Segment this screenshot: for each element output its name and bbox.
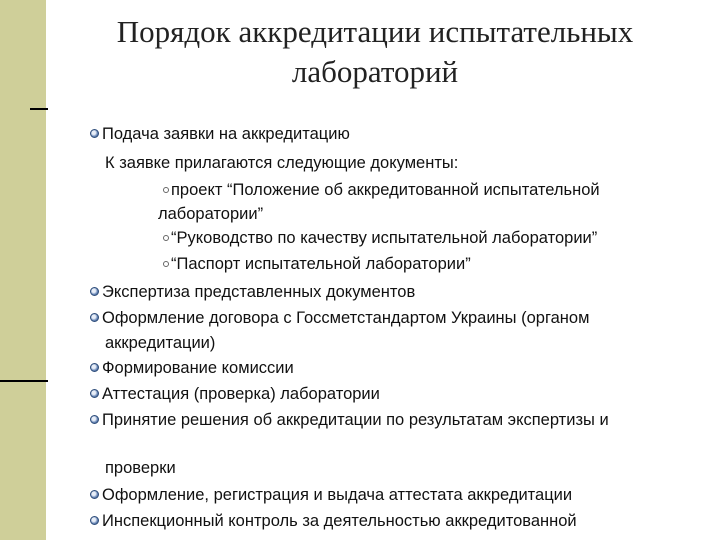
bullet-icon — [90, 129, 99, 138]
list-item — [90, 384, 380, 404]
sub-list-item — [163, 228, 597, 248]
item-text: Аттестация (проверка) лаборатории — [102, 385, 380, 403]
title-line-1: Порядок аккредитации испытательных — [116, 14, 634, 49]
list-item — [90, 410, 609, 430]
item-text: Оформление, регистрация и выдача аттестата аккредитации — [102, 486, 573, 504]
sub-list-item — [163, 180, 600, 200]
item-text: Подача заявки на аккредитацию — [102, 125, 350, 143]
list-item-text: К заявке прилагаются следующие документы: — [105, 154, 459, 172]
item-text: Принятие решения об аккредитации по результатам экспертизы и — [102, 411, 609, 429]
item-text: Экспертиза представленных документов — [102, 283, 416, 301]
sub-list-item — [163, 254, 471, 274]
list-item — [90, 485, 572, 505]
list-item — [90, 511, 577, 531]
list-item-text: аккредитации) — [105, 334, 216, 352]
sub-bullet-icon — [163, 261, 169, 267]
bullet-icon — [90, 490, 99, 499]
sidebar-band — [0, 0, 46, 540]
item-text: проект “Положение об аккредитованной испытательной — [171, 181, 600, 199]
item-text: “Паспорт испытательной лаборатории” — [171, 255, 471, 273]
list-item — [90, 358, 294, 378]
sub-bullet-icon — [163, 187, 169, 193]
item-text: Оформление договора с Госсметстандартом Украины (органом — [102, 309, 590, 327]
list-item-text: лаборатории” — [158, 205, 264, 223]
list-item-text: проверки — [105, 459, 176, 477]
bullet-icon — [90, 389, 99, 398]
bullet-icon — [90, 415, 99, 424]
page-title — [70, 12, 680, 92]
bullet-icon — [90, 313, 99, 322]
list-item — [90, 308, 589, 328]
item-text: Формирование комиссии — [102, 359, 294, 377]
title-line-2: лабораторий — [291, 54, 459, 89]
bullet-icon — [90, 287, 99, 296]
list-item — [90, 124, 350, 144]
bottom-divider — [0, 380, 48, 382]
bullet-icon — [90, 363, 99, 372]
item-text: Инспекционный контроль за деятельностью аккредитованной — [102, 512, 577, 530]
item-text: “Руководство по качеству испытательной лаборатории” — [171, 229, 598, 247]
bullet-icon — [90, 516, 99, 525]
top-divider — [30, 108, 48, 110]
sub-bullet-icon — [163, 235, 169, 241]
list-item — [90, 282, 415, 302]
